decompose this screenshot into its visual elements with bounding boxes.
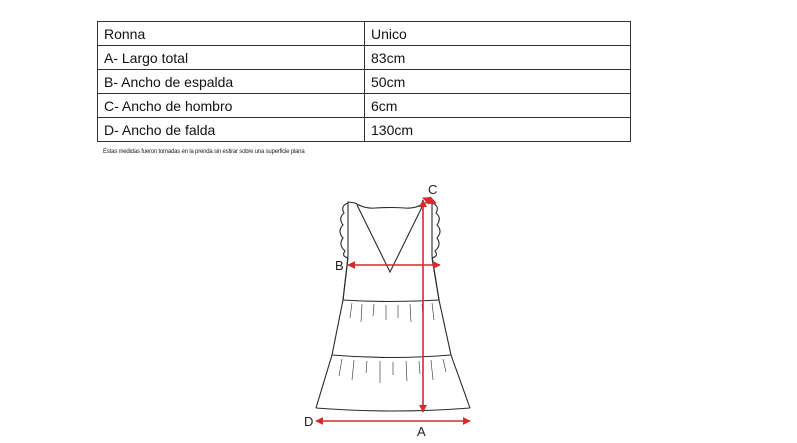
- table-cell: 130cm: [365, 118, 631, 142]
- table-cell: A- Largo total: [98, 46, 365, 70]
- measurement-labels: [304, 182, 437, 439]
- table-cell: D- Ancho de falda: [98, 118, 365, 142]
- table-cell: B- Ancho de espalda: [98, 70, 365, 94]
- table-cell: C- Ancho de hombro: [98, 94, 365, 118]
- label-a: A: [417, 424, 426, 439]
- table-cell: Unico: [365, 22, 631, 46]
- measurement-lines: [316, 198, 470, 421]
- label-c: C: [428, 182, 438, 197]
- label-d: D: [304, 414, 314, 429]
- table-cell: 83cm: [365, 46, 631, 70]
- label-b: B: [335, 258, 344, 273]
- table-cell: 6cm: [365, 94, 631, 118]
- table-cell: 50cm: [365, 70, 631, 94]
- dress-outline: [316, 202, 470, 411]
- table-cell: Ronna: [98, 22, 365, 46]
- measurement-note: Estas medidas fueron tomadas en la prenda sin estirar sobre una superficie plana: [103, 149, 305, 155]
